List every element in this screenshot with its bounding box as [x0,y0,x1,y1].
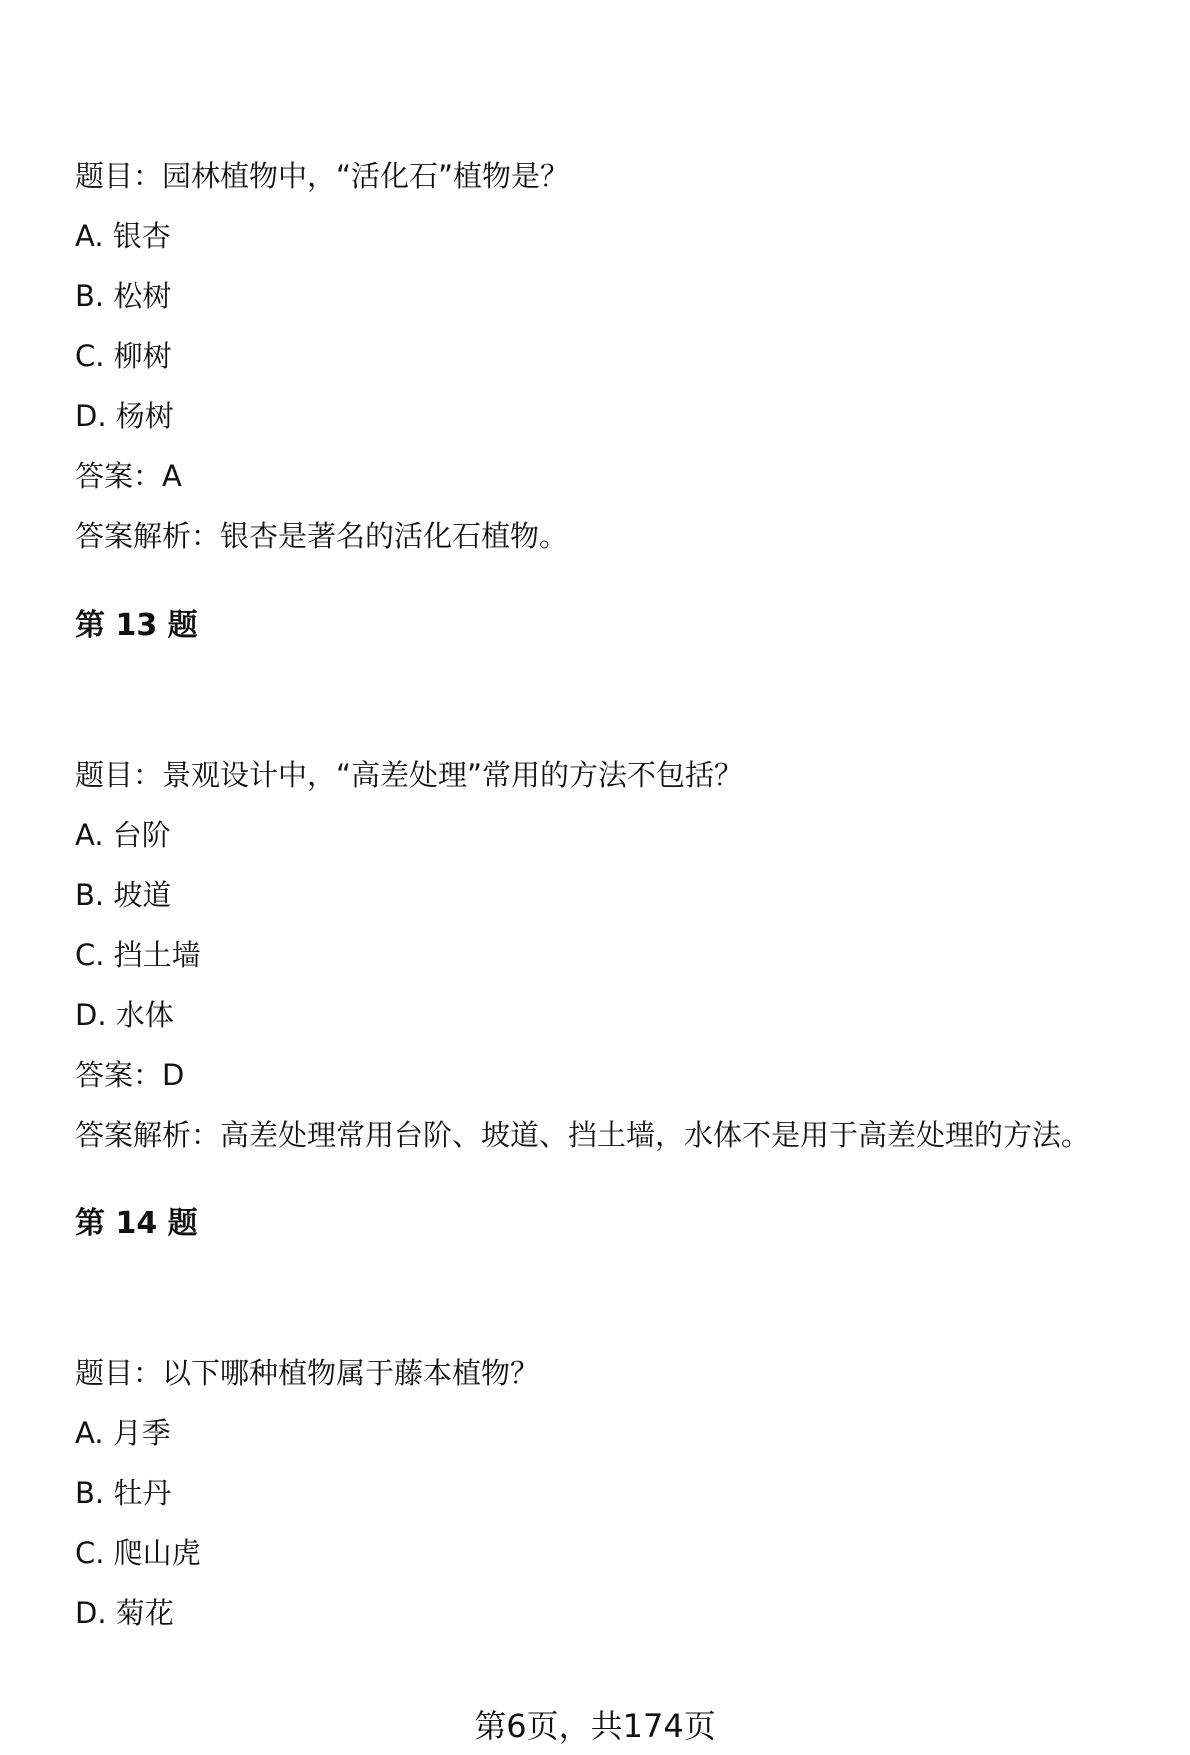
question-14-option-c: C. 爬山虎 [75,1536,201,1570]
question-13-option-d: D. 水体 [75,998,174,1032]
question-14-heading: 第 14 题 [75,1206,198,1241]
question-13-text: 题目：景观设计中，“高差处理”常用的方法不包括？ [75,758,744,792]
question-13-option-b: B. 坡道 [75,878,172,912]
question-12-option-d: D. 杨树 [75,399,174,433]
question-12-analysis: 答案解析：银杏是著名的活化石植物。 [75,519,569,553]
question-13-heading: 第 13 题 [75,608,198,643]
question-14-option-d: D. 菊花 [75,1596,174,1630]
question-14-text: 题目：以下哪种植物属于藤本植物？ [75,1356,540,1390]
question-12-option-c: C. 柳树 [75,339,172,373]
question-13-answer: 答案：D [75,1058,185,1092]
question-13-option-c: C. 挡土墙 [75,938,201,972]
question-12-option-a: A. 银杏 [75,219,171,253]
question-13-analysis: 答案解析：高差处理常用台阶、坡道、挡土墙，水体不是用于高差处理的方法。 [75,1118,1091,1152]
page-number-footer: 第6页，共174页 [474,1707,716,1745]
question-12-answer: 答案：A [75,459,182,493]
question-12-text: 题目：园林植物中，“活化石”植物是？ [75,159,570,193]
question-12-option-b: B. 松树 [75,279,172,313]
question-13-option-a: A. 台阶 [75,818,171,852]
question-14-option-a: A. 月季 [75,1416,171,1450]
question-14-option-b: B. 牡丹 [75,1476,172,1510]
